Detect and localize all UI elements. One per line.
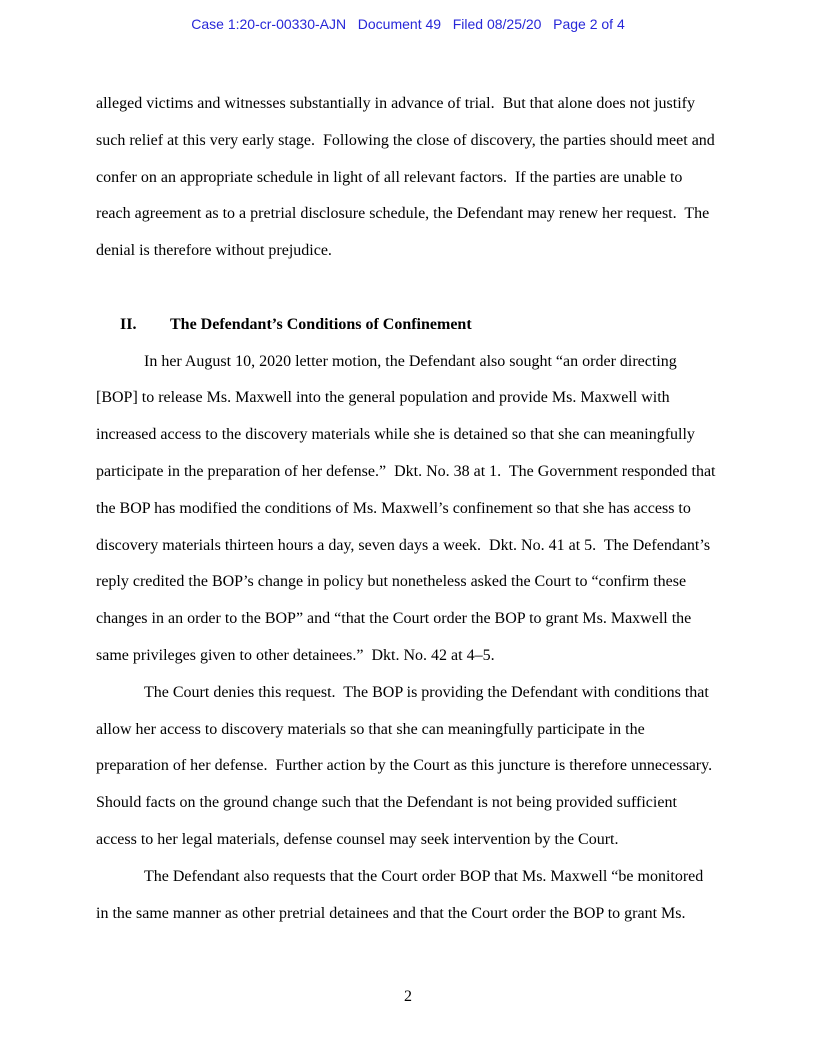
- text-line: preparation of her defense. Further action by the Court as this juncture is therefore unnecessary.: [96, 757, 713, 775]
- text-line: the BOP has modified the conditions of Ms. Maxwell’s confinement so that she has access to: [96, 499, 691, 517]
- document-body: [96, 86, 720, 932]
- text-line: denial is therefore without prejudice.: [96, 242, 332, 260]
- paragraph: [96, 675, 720, 859]
- text-line: same privileges given to other detainees.” Dkt. No. 42 at 4–5.: [96, 646, 495, 664]
- text-line: in the same manner as other pretrial detainees and that the Court order the BOP to grant Ms.: [96, 904, 686, 922]
- text-line: alleged victims and witnesses substantially in advance of trial. But that alone does not justify: [96, 95, 695, 112]
- text-line: In her August 10, 2020 letter motion, the Defendant also sought “an order directing: [144, 352, 677, 370]
- text-line: Should facts on the ground change such that the Defendant is not being provided sufficient: [96, 794, 677, 812]
- case-stamp-header: Case 1:20-cr-00330-AJN Document 49 Filed 08/25/20 Page 2 of 4: [191, 16, 625, 32]
- section-title: The Defendant’s Conditions of Confinement: [170, 315, 472, 333]
- text-line: The Court denies this request. The BOP is providing the Defendant with conditions that: [144, 683, 709, 701]
- text-line: increased access to the discovery materials while she is detained so that she can meaningfully: [96, 426, 695, 444]
- page-number: 2: [404, 988, 412, 1005]
- paragraph: [96, 344, 720, 675]
- text-line: participate in the preparation of her defense.” Dkt. No. 38 at 1. The Government responded that: [96, 462, 716, 480]
- section-heading: [96, 307, 720, 344]
- text-line: discovery materials thirteen hours a day, seven days a week. Dkt. No. 41 at 5. The Defendant’s: [96, 536, 711, 554]
- paragraph: [96, 859, 720, 933]
- section-number: II.: [120, 315, 137, 333]
- paragraph: [96, 86, 720, 270]
- text-line: allow her access to discovery materials so that she can meaningfully participate in the: [96, 720, 645, 738]
- text-line: changes in an order to the BOP” and “that the Court order the BOP to grant Ms. Maxwell the: [96, 610, 692, 628]
- text-line: such relief at this very early stage. Following the close of discovery, the parties should meet and: [96, 131, 715, 149]
- text-line: reach agreement as to a pretrial disclosure schedule, the Defendant may renew her request. The: [96, 205, 710, 223]
- text-line: [BOP] to release Ms. Maxwell into the general population and provide Ms. Maxwell with: [96, 389, 670, 407]
- text-line: The Defendant also requests that the Court order BOP that Ms. Maxwell “be monitored: [144, 867, 704, 885]
- text-line: access to her legal materials, defense counsel may seek intervention by the Court.: [96, 830, 619, 848]
- text-line: reply credited the BOP’s change in policy but nonetheless asked the Court to “confirm these: [96, 573, 687, 591]
- text-line: confer on an appropriate schedule in light of all relevant factors. If the parties are unable to: [96, 168, 683, 186]
